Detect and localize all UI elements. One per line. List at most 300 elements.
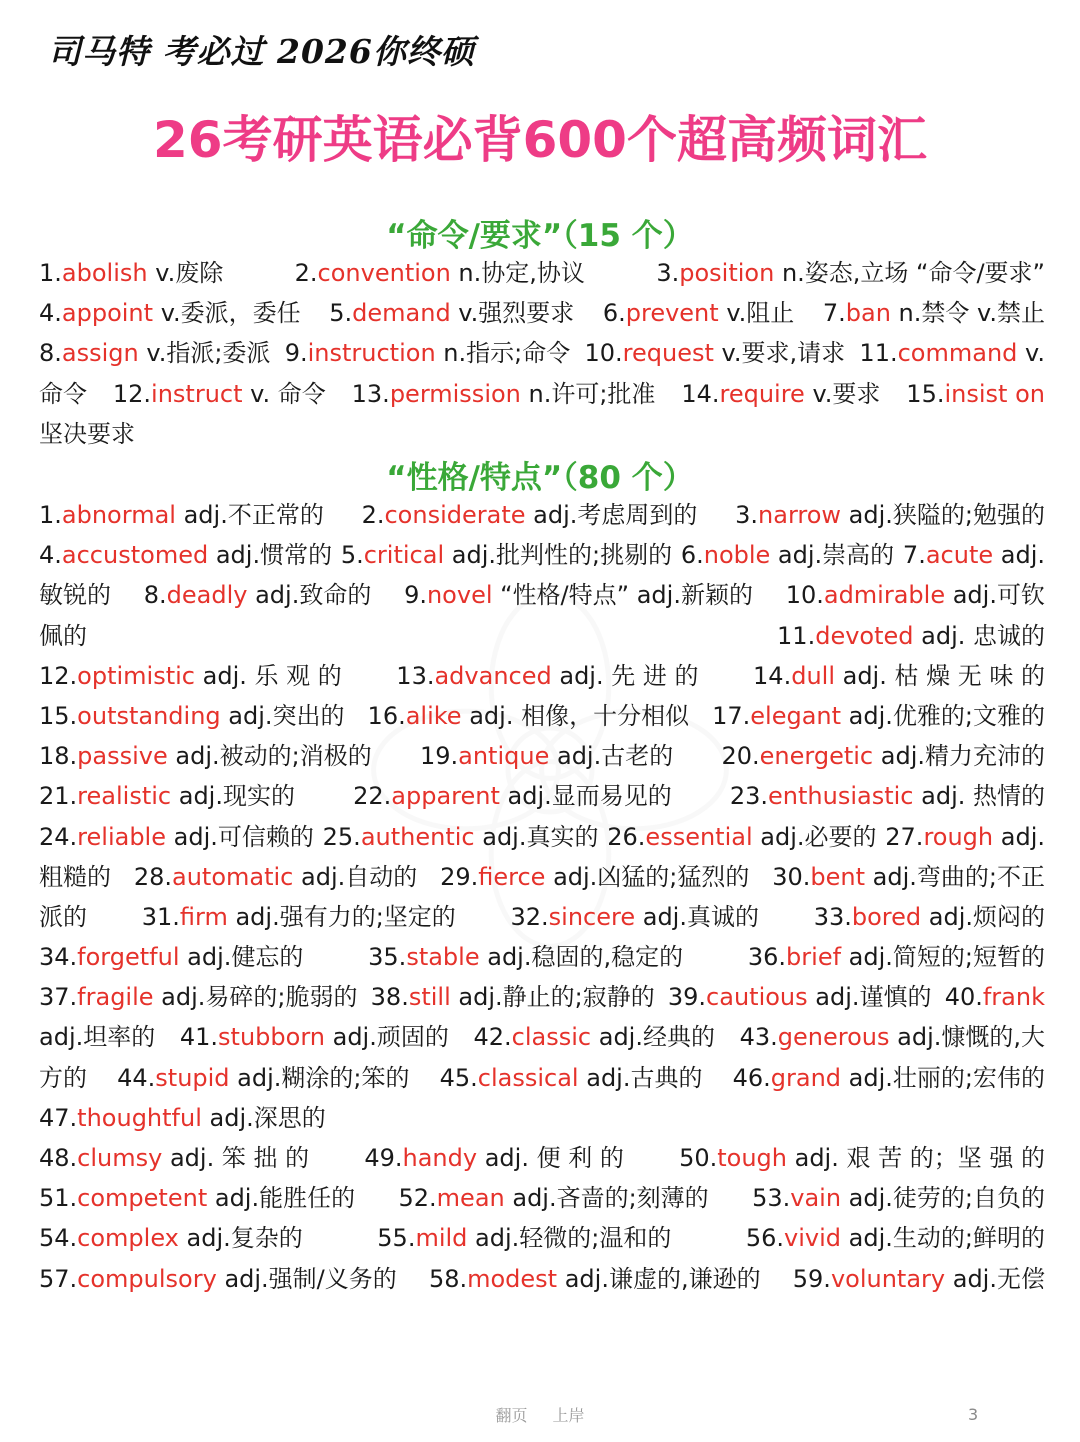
entry-word: rough <box>923 822 994 851</box>
entry-definition: adj.轻微的;温和的 <box>467 1224 672 1253</box>
entry-definition: v.委派，委任 <box>153 299 301 328</box>
vocab-entry <box>748 937 1045 977</box>
entry-word: permission <box>389 379 521 408</box>
entry-word: automatic <box>172 862 294 891</box>
vocab-entry <box>39 897 87 937</box>
section-commands-list <box>39 253 1045 454</box>
entry-number: 52. <box>398 1184 437 1213</box>
entry-word: cautious <box>706 983 808 1012</box>
vocab-entry <box>607 817 876 857</box>
vocab-entry <box>142 897 456 937</box>
vocab-entry <box>752 1178 1045 1218</box>
entry-definition: adj.弯曲的;不正 <box>865 862 1045 891</box>
vocab-entry <box>746 1218 1045 1258</box>
vocab-entry <box>859 333 1045 373</box>
top-banner: 司马特 考必过 2026你终硕 <box>48 32 475 71</box>
entry-word: essential <box>645 822 753 851</box>
vocab-line <box>39 535 1045 575</box>
entry-definition: adj.致命的 <box>247 581 372 610</box>
vocab-entry <box>39 414 135 454</box>
entry-definition: adj.健忘的 <box>179 943 304 972</box>
entry-number: 10. <box>584 339 623 368</box>
entry-number: 34. <box>39 943 78 972</box>
entry-word: sincere <box>548 902 636 931</box>
vocab-entry <box>39 1218 303 1258</box>
entry-number: 8. <box>39 339 62 368</box>
vocab-entry <box>712 696 1045 736</box>
vocab-entry <box>39 1058 87 1098</box>
entry-number: 22. <box>353 782 392 811</box>
vocab-entry <box>793 1259 1045 1299</box>
entry-number: 12. <box>39 661 78 690</box>
entry-word: brief <box>786 943 842 972</box>
entry-number: 38. <box>370 983 409 1012</box>
entry-definition: adj. 笨 拙 的 <box>162 1144 310 1172</box>
entry-word: require <box>719 379 805 408</box>
entry-number: 26. <box>607 822 646 851</box>
entry-word: deadly <box>166 581 248 610</box>
entry-number: 12. <box>112 379 152 408</box>
entry-definition: 派的 <box>39 902 87 931</box>
entry-definition: adj. 先 进 的 <box>551 661 699 690</box>
vocab-entry <box>362 495 698 535</box>
entry-word: enthusiastic <box>768 782 914 811</box>
entry-definition: 方的 <box>39 1063 87 1092</box>
entry-definition: adj.突出的 <box>220 701 345 730</box>
entry-definition: 坚决要求 <box>39 419 135 448</box>
entry-number: 42. <box>473 1023 512 1052</box>
entry-definition: adj.崇高的 <box>770 541 895 570</box>
entry-number: 27. <box>885 822 924 851</box>
entry-word: stable <box>406 943 480 972</box>
vocab-entry <box>39 374 87 414</box>
vocab-entry <box>735 495 1045 535</box>
entry-definition: adj.静止的;寂静的 <box>450 983 655 1012</box>
entry-number: 30. <box>772 862 811 891</box>
section-character-list <box>39 495 1045 1299</box>
entry-word: request <box>622 339 714 368</box>
entry-word: outstanding <box>77 701 221 730</box>
vocab-entry <box>134 857 417 897</box>
vocab-entry <box>603 293 794 333</box>
vocab-entry <box>377 1218 671 1258</box>
vocab-entry <box>39 293 301 333</box>
vocab-line <box>39 897 1045 937</box>
entry-number: 4. <box>39 541 62 570</box>
entry-word: advanced <box>434 661 552 690</box>
vocab-line <box>39 414 1045 454</box>
entry-number: 32. <box>510 902 549 931</box>
entry-word: fragile <box>77 983 154 1012</box>
vocab-line <box>39 776 1045 816</box>
entry-number: 24. <box>39 822 78 851</box>
entry-number: 17. <box>712 701 751 730</box>
section-title-commands: “命令/要求”（15 个） <box>386 218 694 254</box>
vocab-entry <box>39 1138 309 1178</box>
vocab-entry <box>144 575 372 615</box>
entry-word: dull <box>791 661 835 690</box>
entry-word: vivid <box>784 1224 842 1253</box>
vocab-line <box>39 1218 1045 1258</box>
entry-word: frank <box>982 983 1045 1012</box>
entry-number: 9. <box>284 339 308 368</box>
vocab-entry <box>733 1058 1045 1098</box>
entry-definition: adj.能胜任的 <box>207 1184 356 1213</box>
entry-definition: v.指派;委派 <box>138 339 271 368</box>
vocab-entry <box>39 776 295 816</box>
vocab-line <box>39 937 1045 977</box>
vocab-line <box>39 253 1045 293</box>
entry-word: demand <box>352 299 451 328</box>
vocab-entry <box>39 333 270 373</box>
entry-number: 18. <box>39 742 78 771</box>
entry-definition: adj.自动的 <box>293 862 418 891</box>
entry-number: 11. <box>777 621 816 650</box>
entry-number: 48. <box>39 1144 78 1172</box>
vocab-entry <box>352 374 656 414</box>
entry-number: 41. <box>179 1023 219 1052</box>
entry-definition: adj.真诚的 <box>635 902 759 931</box>
entry-definition: adj.狭隘的;勉强的 <box>841 501 1045 529</box>
entry-number: 6. <box>680 541 704 570</box>
entry-number: 36. <box>747 943 787 972</box>
entry-definition: adj.徒劳的;自负的 <box>841 1184 1045 1213</box>
entry-word: voluntary <box>830 1264 946 1293</box>
entry-word: apparent <box>391 782 500 811</box>
entry-word: instruction <box>307 339 436 368</box>
vocab-entry <box>440 857 749 897</box>
entry-number: 14. <box>753 661 792 690</box>
vocab-line <box>39 817 1045 857</box>
vocab-line <box>39 575 1045 615</box>
entry-definition: adj. 忠诚的 <box>913 621 1045 650</box>
vocab-entry <box>180 1017 449 1057</box>
vocab-entry <box>740 1017 1045 1057</box>
entry-word: critical <box>363 541 445 570</box>
entry-definition: adj.谨慎的 <box>807 983 932 1012</box>
vocab-entry <box>679 1138 1045 1178</box>
vocab-entry <box>404 575 753 615</box>
entry-number: 20. <box>721 742 760 771</box>
footer-shore[interactable]: 上岸 <box>552 1406 585 1425</box>
entry-definition: adj.壮丽的;宏伟的 <box>841 1063 1045 1092</box>
vocab-entry <box>656 253 1045 293</box>
entry-definition: adj.惯常的 <box>208 541 333 570</box>
footer-page-turn[interactable]: 翻页 <box>495 1406 528 1425</box>
entry-number: 8. <box>143 581 167 610</box>
entry-number: 50. <box>679 1144 718 1172</box>
vocab-entry <box>39 495 324 535</box>
entry-number: 3. <box>656 259 680 287</box>
entry-word: narrow <box>758 501 842 529</box>
entry-word: bored <box>851 902 922 931</box>
entry-number: 4. <box>39 299 62 328</box>
entry-word: authentic <box>360 822 475 851</box>
vocab-entry <box>39 616 87 656</box>
entry-word: ban <box>845 299 891 328</box>
entry-word: thoughtful <box>77 1103 202 1132</box>
vocab-entry <box>368 937 683 977</box>
entry-definition: adj.优雅的;文雅的 <box>841 701 1045 730</box>
vocab-entry <box>39 817 314 857</box>
entry-number: 33. <box>813 902 852 931</box>
vocab-line <box>39 1098 1045 1138</box>
entry-number: 10. <box>785 581 824 610</box>
entry-number: 44. <box>117 1063 156 1092</box>
entry-word: reliable <box>77 822 166 851</box>
vocab-entry <box>429 1259 761 1299</box>
entry-definition: adj.吝啬的;刻薄的 <box>504 1184 709 1213</box>
vocab-entry <box>368 696 690 736</box>
entry-number: 37. <box>39 983 78 1012</box>
entry-definition: “性格/特点” adj.新颖的 <box>492 581 753 610</box>
vocab-line <box>39 374 1045 414</box>
entry-definition: adj.现实的 <box>171 782 295 811</box>
entry-definition: adj.可钦 <box>945 581 1045 610</box>
entry-definition: adj.显而易见的 <box>499 782 672 811</box>
entry-word: acute <box>925 541 994 570</box>
vocab-entry <box>681 374 880 414</box>
page-number: 3 <box>968 1405 979 1424</box>
entry-definition: 敏锐的 <box>39 581 111 610</box>
vocab-line <box>39 857 1045 897</box>
section-title-character: “性格/特点”（80 个） <box>386 460 694 496</box>
vocab-line <box>39 1017 1045 1057</box>
entry-number: 15. <box>906 379 945 408</box>
entry-definition: adj.深思的 <box>201 1103 326 1132</box>
entry-word: devoted <box>815 621 914 650</box>
vocab-line <box>39 1178 1045 1218</box>
entry-word: fierce <box>478 862 546 891</box>
entry-definition: adj.批判性的;挑剔的 <box>444 541 673 570</box>
entry-definition: adj.烦闷的 <box>921 902 1045 931</box>
entry-word: prevent <box>625 299 719 328</box>
vocab-entry <box>772 857 1045 897</box>
entry-word: insist on <box>944 379 1045 408</box>
vocab-line <box>39 736 1045 776</box>
vocab-entry <box>823 293 1045 333</box>
entry-definition: v.要求,请求 <box>713 339 846 368</box>
vocab-entry <box>903 535 1045 575</box>
entry-word: instruct <box>151 379 243 408</box>
entry-number: 9. <box>404 581 427 610</box>
vocab-entry <box>777 616 1045 656</box>
entry-definition: adj.真实的 <box>474 822 599 851</box>
vocab-line <box>39 1259 1045 1299</box>
vocab-entry <box>39 1178 355 1218</box>
entry-word: energetic <box>759 742 874 771</box>
entry-word: compulsory <box>77 1264 217 1293</box>
entry-word: clumsy <box>77 1144 163 1172</box>
entry-number: 47. <box>39 1103 78 1132</box>
entry-number: 54. <box>39 1224 78 1253</box>
entry-definition: adj.可信赖的 <box>166 822 314 851</box>
vocab-entry <box>39 1017 155 1057</box>
vocab-entry <box>295 253 585 293</box>
entry-number: 5. <box>340 541 364 570</box>
entry-definition: adj.顽固的 <box>324 1023 449 1052</box>
vocab-entry <box>440 1058 703 1098</box>
vocab-entry <box>329 293 574 333</box>
entry-word: mean <box>436 1184 505 1213</box>
entry-definition: adj.考虑周到的 <box>525 501 698 529</box>
entry-definition: adj.坦率的 <box>39 1023 156 1052</box>
vocab-line <box>39 656 1045 696</box>
entry-definition: 粗糙的 <box>39 862 111 891</box>
entry-definition: adj. 便 利 的 <box>477 1144 624 1172</box>
entry-definition: adj. 相像，十分相似 <box>461 701 690 730</box>
entry-definition: n.指示;命令 <box>435 339 571 368</box>
vocab-entry <box>814 897 1045 937</box>
vocab-line <box>39 293 1045 333</box>
vocab-entry <box>364 1138 624 1178</box>
vocab-entry <box>39 656 342 696</box>
entry-number: 35. <box>368 943 407 972</box>
entry-number: 1. <box>39 259 62 287</box>
entry-definition: v.强烈要求 <box>450 299 575 328</box>
vocab-entry <box>39 1098 326 1138</box>
vocab-entry <box>668 977 932 1017</box>
vocab-line <box>39 977 1045 1017</box>
entry-word: still <box>408 983 451 1012</box>
entry-definition: adj.稳固的,稳定的 <box>479 943 684 972</box>
entry-word: optimistic <box>77 661 195 690</box>
entry-word: position <box>679 259 775 287</box>
vocab-line <box>39 333 1045 373</box>
entry-word: complex <box>77 1224 179 1253</box>
entry-word: tough <box>717 1144 787 1172</box>
entry-definition: adj.复杂的 <box>178 1224 303 1253</box>
entry-word: generous <box>777 1023 890 1052</box>
vocab-entry <box>730 776 1045 816</box>
vocab-entry <box>786 575 1045 615</box>
entry-definition: 命令 <box>39 379 87 408</box>
vocab-entry <box>39 696 345 736</box>
vocab-entry <box>341 535 672 575</box>
entry-definition: adj. 艰 苦 的；坚 强 的 <box>786 1144 1045 1172</box>
vocab-line <box>39 616 1045 656</box>
vocab-entry <box>681 535 894 575</box>
entry-number: 2. <box>294 259 318 287</box>
entry-definition: n.协定,协议 <box>450 259 585 287</box>
entry-number: 43. <box>739 1023 778 1052</box>
vocab-entry <box>353 776 672 816</box>
entry-definition: adj.简短的;短暂的 <box>841 943 1045 972</box>
entry-number: 51. <box>39 1184 78 1213</box>
entry-word: stubborn <box>218 1023 325 1052</box>
entry-word: noble <box>703 541 771 570</box>
entry-number: 25. <box>322 822 361 851</box>
entry-number: 13. <box>351 379 390 408</box>
entry-definition: adj.强制/义务的 <box>216 1264 397 1293</box>
entry-word: grand <box>770 1063 842 1092</box>
vocab-entry <box>721 736 1045 776</box>
entry-number: 57. <box>39 1264 78 1293</box>
vocab-entry <box>323 817 599 857</box>
entry-number: 49. <box>364 1144 403 1172</box>
entry-number: 11. <box>859 339 898 368</box>
entry-definition: 佩的 <box>39 621 87 650</box>
entry-definition: adj.慷慨的,大 <box>889 1023 1045 1052</box>
entry-number: 13. <box>396 661 435 690</box>
entry-number: 58. <box>428 1264 468 1293</box>
vocab-entry <box>39 857 111 897</box>
entry-definition: adj.古典的 <box>578 1063 703 1092</box>
entry-word: antique <box>458 742 550 771</box>
entry-definition: adj.易碎的;脆弱的 <box>153 983 358 1012</box>
entry-word: novel <box>426 581 493 610</box>
entry-word: realistic <box>77 782 172 811</box>
entry-number: 21. <box>39 782 78 811</box>
entry-number: 46. <box>732 1063 771 1092</box>
entry-definition: adj.生动的;鲜明的 <box>841 1224 1045 1253</box>
vocab-entry <box>39 575 111 615</box>
entry-word: assign <box>61 339 139 368</box>
vocab-entry <box>399 1178 709 1218</box>
entry-word: command <box>897 339 1018 368</box>
entry-definition: adj.强有力的;坚定的 <box>227 902 456 931</box>
entry-definition: adj. 热情的 <box>913 782 1045 811</box>
vocab-entry <box>753 656 1045 696</box>
entry-definition: adj.经典的 <box>591 1023 715 1052</box>
page-title: 26考研英语必背600个超高频词汇 <box>153 111 927 169</box>
entry-number: 53. <box>752 1184 791 1213</box>
entry-word: classical <box>477 1063 579 1092</box>
entry-number: 59. <box>792 1264 831 1293</box>
vocab-entry <box>113 374 326 414</box>
entry-number: 55. <box>377 1224 416 1253</box>
entry-definition: adj.谦虚的,谦逊的 <box>557 1264 761 1293</box>
entry-word: abnormal <box>61 501 176 529</box>
entry-number: 7. <box>902 541 926 570</box>
entry-word: admirable <box>823 581 946 610</box>
entry-definition: n.许可;批准 <box>520 379 656 408</box>
entry-definition: v.废除 <box>147 259 224 287</box>
entry-word: elegant <box>750 701 842 730</box>
vocab-entry <box>510 897 759 937</box>
entry-word: mild <box>415 1224 468 1253</box>
entry-word: firm <box>179 902 228 931</box>
entry-number: 1. <box>39 501 62 529</box>
entry-number: 5. <box>329 299 353 328</box>
entry-definition: v.阻止 <box>718 299 795 328</box>
entry-definition: adj.不正常的 <box>175 501 324 529</box>
entry-number: 6. <box>602 299 626 328</box>
entry-word: abolish <box>61 259 148 287</box>
entry-number: 31. <box>141 902 180 931</box>
entry-word: classic <box>511 1023 592 1052</box>
entry-definition: adj.古老的 <box>549 742 674 771</box>
entry-word: bent <box>810 862 866 891</box>
vocab-entry <box>906 374 1045 414</box>
vocab-entry <box>396 656 698 696</box>
entry-number: 16. <box>367 701 406 730</box>
vocab-entry <box>371 977 655 1017</box>
entry-word: handy <box>402 1144 478 1172</box>
entry-definition: adj. <box>993 822 1045 851</box>
vocab-entry <box>885 817 1045 857</box>
entry-word: accustomed <box>61 541 209 570</box>
vocab-entry <box>945 977 1045 1017</box>
entry-number: 56. <box>745 1224 785 1253</box>
vocab-line <box>39 1138 1045 1178</box>
entry-number: 39. <box>667 983 707 1012</box>
entry-word: considerate <box>384 501 526 529</box>
vocab-entry <box>39 253 223 293</box>
entry-word: passive <box>77 742 168 771</box>
entry-definition: adj.无偿 <box>945 1264 1045 1293</box>
vocab-entry <box>39 736 372 776</box>
